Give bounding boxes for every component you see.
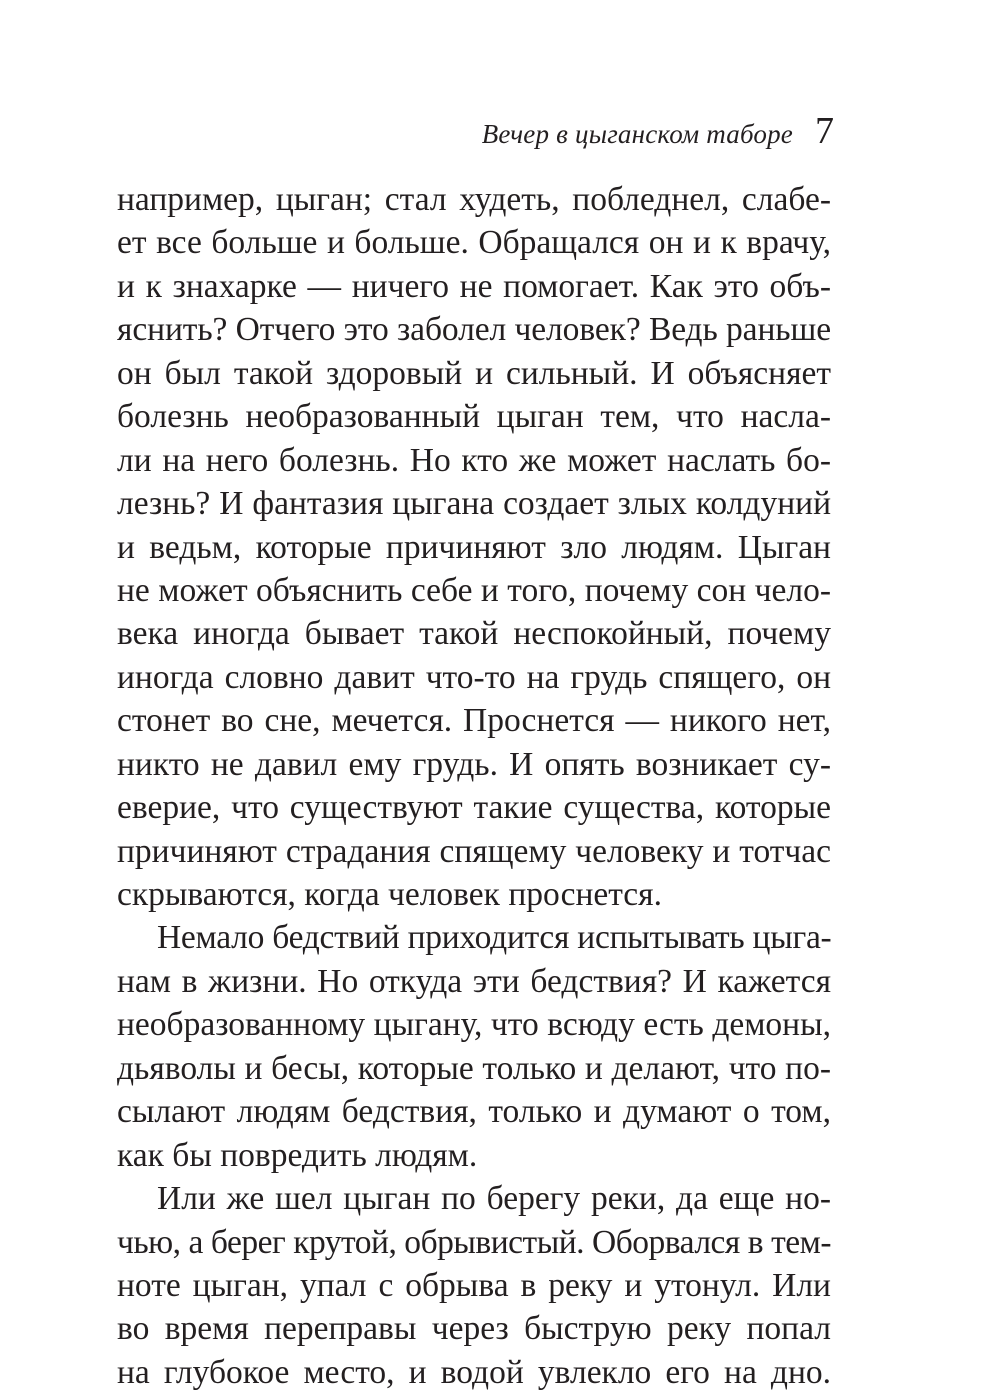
paragraph-first-line: Или же шел цыган по берегу реки, да еще но- [157,1180,831,1218]
text-line: никто не давил ему грудь. И опять возникает су- [117,745,831,783]
text-line: болезнь необразованный цыган тем, что насла- [117,398,831,436]
text-line: скрываются, когда человек проснется. [117,876,662,913]
text-line: ноте цыган, упал с обрыва в реку и утонул. Или [117,1266,831,1304]
paragraph-first-line: Немало бедствий приходится испытывать цыга- [157,919,832,957]
text-line: дьяволы и бесы, которые только и делают, что по- [117,1049,831,1087]
text-line: еверие, что существуют такие существа, которые [117,789,831,827]
text-line: нам в жизни. Но откуда эти бедствия? И кажется [117,962,831,1000]
text-line: века иногда бывает такой неспокойный, почему [117,615,831,653]
text-line: не может объяснить себе и того, почему сон чело- [117,571,831,609]
text-line: чью, а берег крутой, обрывистый. Оборвался в тем- [117,1223,831,1261]
page-number: 7 [815,110,834,152]
text-line: например, цыган; стал худеть, побледнел, слабе- [117,181,831,218]
text-line: яснить? Отчего это заболел человек? Ведь раньше [117,311,831,349]
text-line: он был такой здоровый и сильный. И объясняет [117,354,831,392]
text-line: необразованному цыгану, что всюду есть демоны, [117,1006,831,1044]
text-line: и ведьм, которые причиняют зло людям. Цыган [117,528,831,566]
running-title: Вечер в цыганском таборе [481,119,793,149]
text-line: причиняют страдания спящему человеку и тотчас [117,832,831,870]
text-line: стонет во сне, мечется. Проснется — никого нет, [117,702,831,740]
text-line: сылают людям бедствия, только и думают о том, [117,1093,831,1131]
body-text [117,178,831,1394]
text-line: иногда словно давит что-то на грудь спящего, он [117,658,831,696]
text-line: ли на него болезнь. Но кто же может наслать бо- [117,441,831,479]
text-line: как бы повредить людям. [117,1136,478,1174]
text-line: лезнь? И фантазия цыгана создает злых колдуний [117,485,831,523]
text-line: на глубокое место, и водой увлекло его на дно. [117,1353,831,1391]
text-line: во время переправы через быструю реку попал [117,1310,831,1348]
text-line: ет все больше и больше. Обращался он и к врачу, [117,224,831,262]
running-header [482,112,834,150]
text-line: и к знахарке — ничего не помогает. Как это объ- [117,267,831,305]
